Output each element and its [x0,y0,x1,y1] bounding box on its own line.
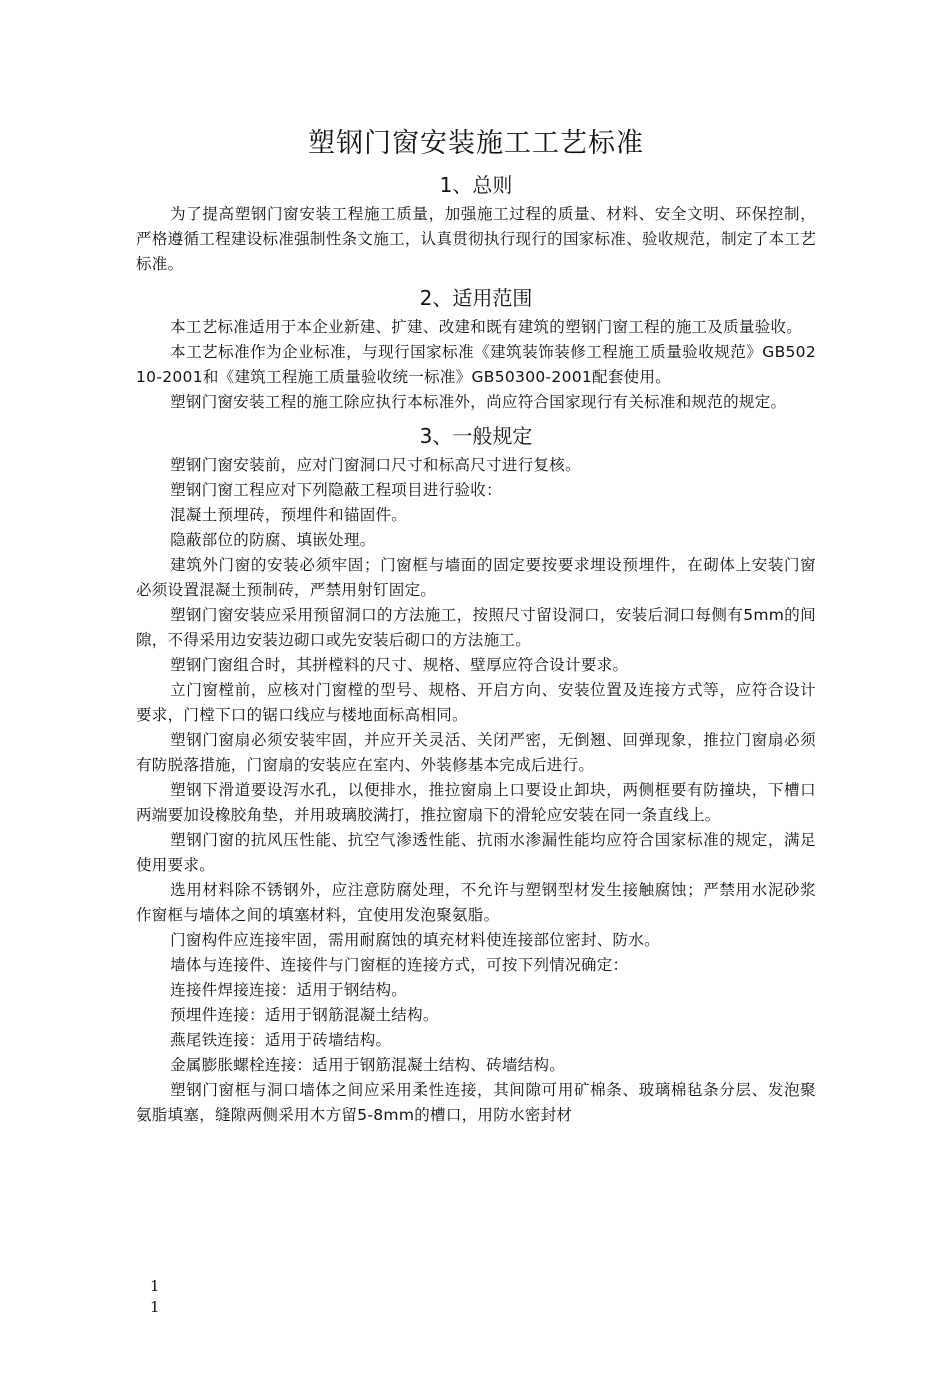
paragraph: 隐蔽部位的防腐、填嵌处理。 [170,531,376,549]
paragraph: 燕尾铁连接：适用于砖墙结构。 [170,1031,392,1049]
paragraph: 塑钢门窗安装前，应对门窗洞口尺寸和标高尺寸进行复核。 [170,456,581,474]
paragraph: 塑钢门窗工程应对下列隐蔽工程项目进行验收： [170,481,502,499]
section-scope [136,283,816,415]
paragraph: 墙体与连接件、连接件与门窗框的连接方式，可按下列情况确定： [170,956,629,974]
paragraph: 塑钢门窗框与洞口墙体之间应采用柔性连接，其间隙可用矿棉条、玻璃棉毡条分层、发泡聚氨脂填塞，缝隙两侧采用木方留5-8mm的槽口，用防水密封材 [136,1081,816,1124]
paragraph: 金属膨胀螺栓连接：适用于钢筋混凝土结构、砖墙结构。 [170,1056,566,1074]
paragraph: 门窗构件应连接牢固，需用耐腐蚀的填充材料使连接部位密封、防水。 [170,931,660,949]
paragraph: 塑钢门窗安装工程的施工除应执行本标准外，尚应符合国家现行有关标准和规范的规定。 [170,393,787,411]
section-general [136,170,816,277]
paragraph: 混凝土预埋砖，预埋件和锚固件。 [170,506,408,524]
paragraph: 塑钢下滑道要设泻水孔，以便排水，推拉窗扇上口要设止卸块，两侧框要有防撞块，下槽口两端要加设橡胶角垫，并用玻璃胶满打，推拉窗扇下的滑轮应安装在同一条直线上。 [136,781,816,824]
paragraph: 塑钢门窗安装应采用预留洞口的方法施工，按照尺寸留设洞口，安装后洞口每侧有5mm的间隙，不得采用边安装边砌口或先安装后砌口的方法施工。 [136,606,816,649]
section-heading: 1、总则 [439,173,513,197]
paragraph: 本工艺标准作为企业标准，与现行国家标准《建筑装饰装修工程施工质量验收规范》GB50210-2001和《建筑工程施工质量验收统一标准》GB50300-2001配套使用。 [136,343,816,386]
paragraph: 连接件焊接连接：适用于钢结构。 [170,981,408,999]
section-heading: 2、适用范围 [419,286,533,310]
page-number: 1 [150,1298,160,1316]
paragraph: 本工艺标准适用于本企业新建、扩建、改建和既有建筑的塑钢门窗工程的施工及质量验收。 [170,318,803,336]
section-general-rules [136,421,816,1128]
paragraph: 塑钢门窗的抗风压性能、抗空气渗透性能、抗雨水渗漏性能均应符合国家标准的规定，满足使用要求。 [136,831,816,874]
paragraph: 塑钢门窗组合时，其拼樘料的尺寸、规格、壁厚应符合设计要求。 [170,656,629,674]
paragraph: 为了提高塑钢门窗安装工程施工质量，加强施工过程的质量、材料、安全文明、环保控制，严格遵循工程建设标准强制性条文施工，认真贯彻执行现行的国家标准、验收规范，制定了本工艺标准。 [136,205,816,273]
page-number: 1 [150,1277,160,1295]
document-page [136,122,816,1134]
paragraph: 立门窗樘前，应核对门窗樘的型号、规格、开启方向、安装位置及连接方式等，应符合设计要求，门樘下口的锯口线应与楼地面标高相同。 [136,681,816,724]
paragraph: 建筑外门窗的安装必须牢固；门窗框与墙面的固定要按要求埋设预埋件，在砌体上安装门窗必须设置混凝土预制砖，严禁用射钉固定。 [136,556,816,599]
paragraph: 塑钢门窗扇必须安装牢固，并应开关灵活、关闭严密，无倒翘、回弹现象，推拉门窗扇必须有防脱落措施，门窗扇的安装应在室内、外装修基本完成后进行。 [136,731,816,774]
paragraph: 选用材料除不锈钢外，应注意防腐处理，不允许与塑钢型材发生接触腐蚀；严禁用水泥砂浆作窗框与墙体之间的填塞材料，宜使用发泡聚氨脂。 [136,881,816,924]
section-heading: 3、一般规定 [419,424,533,448]
document-title: 塑钢门窗安装施工工艺标准 [308,128,644,159]
paragraph: 预埋件连接：适用于钢筋混凝土结构。 [170,1006,439,1024]
page-footer [150,1276,160,1318]
